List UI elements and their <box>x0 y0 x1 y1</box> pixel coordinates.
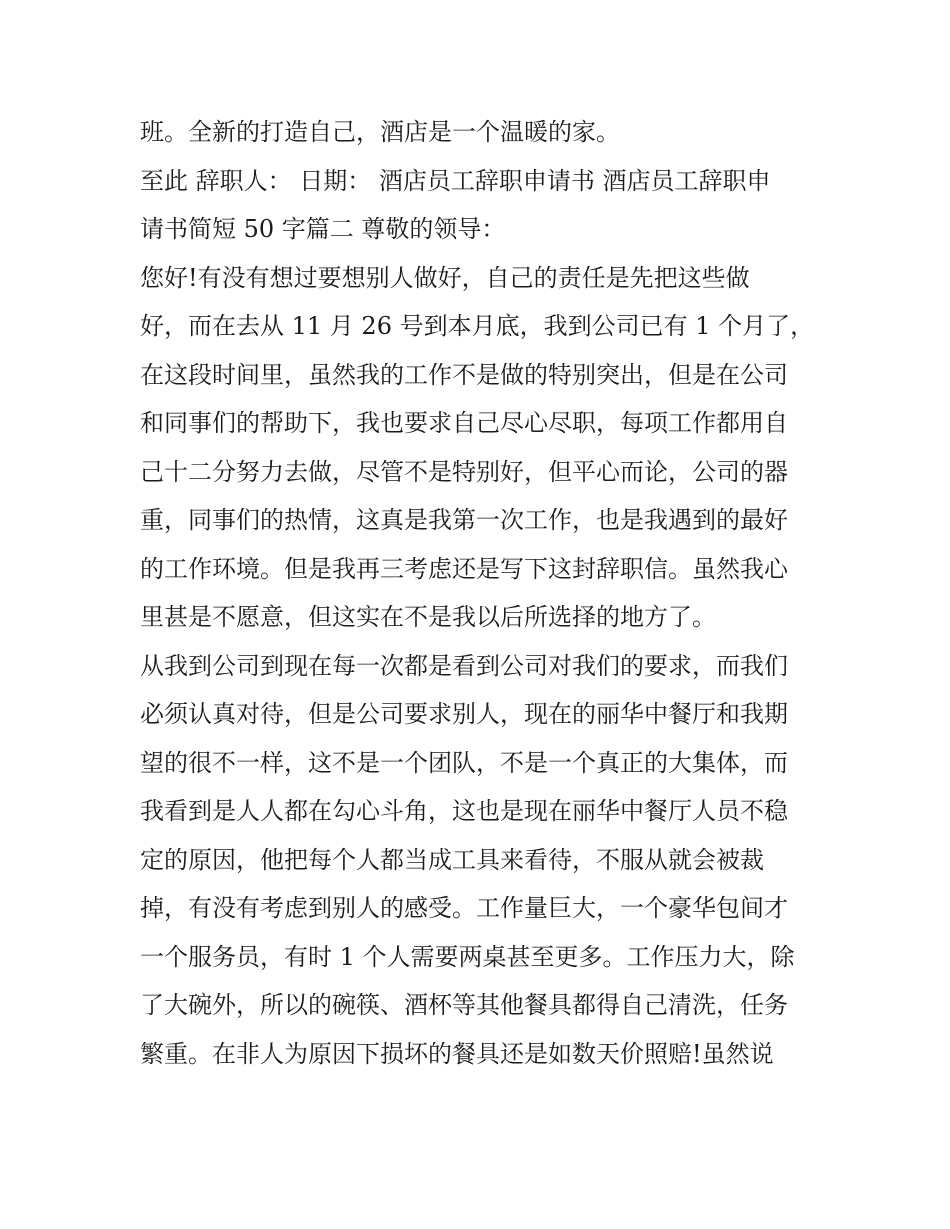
text-line-16: 定的原因，他把每个人都当成工具来看待，不服从就会被裁 <box>140 845 764 874</box>
text-line-10: 的工作环境。但是我再三考虑还是写下这封辞职信。虽然我心 <box>140 554 788 583</box>
text-line-9: 重，同事们的热情，这真是我第一次工作，也是我遇到的最好 <box>140 506 788 534</box>
document-body <box>140 108 820 1078</box>
text-line-2: 至此 辞职人： 日期： 酒店员工辞职申请书 酒店员工辞职申 <box>140 166 771 195</box>
text-line-8: 己十二分努力去做，尽管不是特别好，但平心而论，公司的器 <box>140 457 788 486</box>
text-line-14: 望的很不一样，这不是一个团队，不是一个真正的大集体，而 <box>140 748 788 777</box>
text-line-17: 掉，有没有考虑到别人的感受。工作量巨大，一个豪华包间才 <box>140 894 788 922</box>
text-line-6: 在这段时间里，虽然我的工作不是做的特别突出，但是在公司 <box>140 360 788 389</box>
text-line-12: 从我到公司到现在每一次都是看到公司对我们的要求，而我们 <box>140 651 788 680</box>
text-line-18: 一个服务员，有时 1 个人需要两桌甚至更多。工作压力大，除 <box>140 942 795 971</box>
text-line-5: 好，而在去从 11 月 26 号到本月底，我到公司已有 1 个月了， <box>140 312 815 340</box>
text-line-19: 了大碗外，所以的碗筷、酒杯等其他餐具都得自己清洗，任务 <box>140 991 788 1019</box>
text-line-3: 请书简短 50 字篇二 尊敬的领导： <box>140 215 506 243</box>
text-line-1: 班。全新的打造自己，酒店是一个温暖的家。 <box>140 118 620 146</box>
text-line-7: 和同事们的帮助下，我也要求自己尽心尽职，每项工作都用自 <box>140 409 788 437</box>
text-line-11: 里甚是不愿意，但这实在不是我以后所选择的地方了。 <box>140 603 716 631</box>
text-line-4: 您好!有没有想过要想别人做好，自己的责任是先把这些做 <box>140 263 750 292</box>
text-line-13: 必须认真对待，但是公司要求别人，现在的丽华中餐厅和我期 <box>140 700 788 728</box>
text-line-15: 我看到是人人都在勾心斗角，这也是现在丽华中餐厅人员不稳 <box>140 797 788 825</box>
text-line-20: 繁重。在非人为原因下损坏的餐具还是如数天价照赔!虽然说 <box>140 1039 774 1068</box>
